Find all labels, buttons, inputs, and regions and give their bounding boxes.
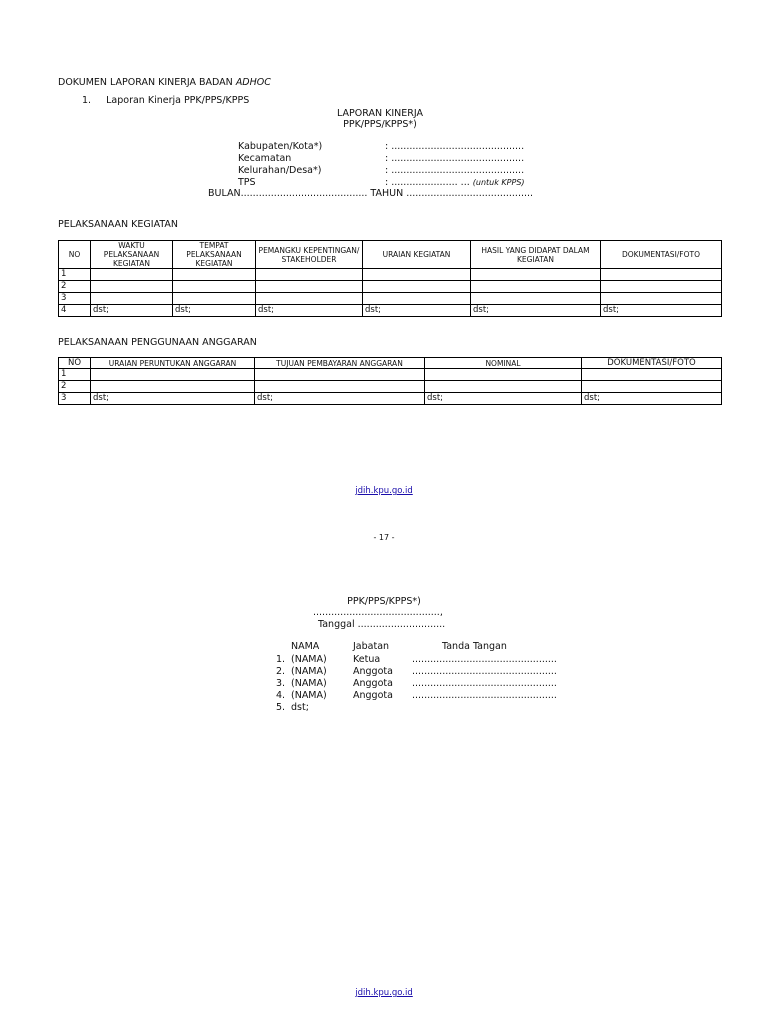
field-kelurahan-value[interactable]: : ............................................ (385, 165, 525, 176)
report-title-line2: PPK/PPS/KPPS*) (343, 119, 417, 130)
table-cell: 2 (59, 281, 91, 293)
table-cell[interactable] (582, 381, 722, 393)
sig-row-name: (NAMA) (291, 690, 327, 701)
footer-link[interactable]: jdih.kpu.go.id (355, 486, 413, 496)
sig-row-role: Anggota (353, 678, 393, 689)
table-cell[interactable] (471, 293, 601, 305)
field-tps-note: (untuk KPPS) (472, 178, 525, 187)
report-title-line1: LAPORAN KINERJA (337, 108, 423, 119)
sig-row-sign[interactable]: ................................................ (412, 654, 557, 665)
anggaran-table (58, 357, 722, 405)
document-title-italic: ADHOC (235, 77, 271, 88)
sig-row-role: Anggota (353, 666, 393, 677)
table-cell[interactable]: dst; (471, 305, 601, 317)
signature-date[interactable]: Tanggal ............................. (318, 619, 446, 630)
table-cell[interactable]: dst; (582, 393, 722, 405)
page-number: - 17 - (373, 533, 395, 542)
sig-header-jabatan: Jabatan (353, 641, 390, 652)
table-row (59, 381, 722, 393)
sig-row-sign[interactable]: ................................................ (412, 678, 557, 689)
table-cell[interactable]: dst; (601, 305, 722, 317)
table-cell[interactable] (471, 281, 601, 293)
field-kecamatan-label: Kecamatan (238, 153, 292, 164)
sig-row-no: 1. (276, 654, 286, 665)
list-item-number: 1. (82, 95, 92, 106)
table-row (59, 305, 722, 317)
table-cell: 3 (59, 293, 91, 305)
footer-link-2[interactable]: jdih.kpu.go.id (355, 988, 413, 998)
table-header-row (59, 241, 722, 269)
table-row (59, 293, 722, 305)
table-cell[interactable] (91, 381, 255, 393)
table-cell[interactable] (256, 281, 363, 293)
table-cell[interactable] (471, 269, 601, 281)
field-kelurahan-label: Kelurahan/Desa*) (238, 165, 322, 176)
col-header: DOKUMENTASI/FOTO (601, 241, 722, 269)
sig-row-role: Ketua (353, 654, 381, 665)
field-tps-label: TPS (238, 177, 256, 188)
table-cell[interactable] (173, 269, 256, 281)
sig-row-no: 5. (276, 702, 286, 713)
sig-row-name: dst; (291, 702, 309, 713)
table-cell[interactable] (91, 293, 173, 305)
table-cell[interactable] (255, 381, 425, 393)
table-cell[interactable] (91, 281, 173, 293)
table-cell[interactable] (601, 269, 722, 281)
table-row (59, 369, 722, 381)
col-header: NO (59, 241, 91, 269)
table-cell[interactable] (425, 381, 582, 393)
sig-row-no: 3. (276, 678, 286, 689)
table-cell[interactable]: dst; (91, 393, 255, 405)
table-cell[interactable] (601, 293, 722, 305)
col-header: NO (59, 358, 91, 369)
table-cell[interactable] (91, 369, 255, 381)
table-cell[interactable] (91, 269, 173, 281)
table-row (59, 269, 722, 281)
field-kabupaten-value[interactable]: : ............................................ (385, 141, 525, 152)
table-row (59, 281, 722, 293)
table-cell: 1 (59, 269, 91, 281)
field-kecamatan-value[interactable]: : ............................................ (385, 153, 525, 164)
col-header: PEMANGKU KEPENTINGAN/ STAKEHOLDER (256, 241, 363, 269)
sig-row-name: (NAMA) (291, 678, 327, 689)
bulan-tahun-line[interactable]: BULAN.......................................... TAHUN .......................................... (208, 188, 534, 199)
table-row (59, 393, 722, 405)
table-cell: 2 (59, 381, 91, 393)
table-cell[interactable] (173, 281, 256, 293)
col-header: DOKUMENTASI/FOTO (582, 358, 722, 369)
sig-header-tanda-tangan: Tanda Tangan (442, 641, 507, 652)
col-header: WAKTU PELAKSANAAN KEGIATAN (91, 241, 173, 269)
table-cell[interactable]: dst; (363, 305, 471, 317)
col-header: URAIAN KEGIATAN (363, 241, 471, 269)
table-cell[interactable] (425, 369, 582, 381)
table-cell[interactable]: dst; (425, 393, 582, 405)
signature-org: PPK/PPS/KPPS*) (347, 596, 421, 607)
table-cell[interactable] (363, 293, 471, 305)
section-title-kegiatan: PELAKSANAAN KEGIATAN (58, 219, 178, 230)
sig-row-no: 2. (276, 666, 286, 677)
col-header: TEMPAT PELAKSANAAN KEGIATAN (173, 241, 256, 269)
kegiatan-table (58, 240, 722, 317)
document-title: DOKUMEN LAPORAN KINERJA BADAN ADHOC (58, 77, 271, 88)
sig-row-sign[interactable]: ................................................ (412, 690, 557, 701)
sig-row-name: (NAMA) (291, 654, 327, 665)
list-item (82, 95, 249, 106)
sig-row-no: 4. (276, 690, 286, 701)
table-cell[interactable] (363, 269, 471, 281)
sig-header-nama: NAMA (291, 641, 320, 652)
section-title-anggaran: PELAKSANAAN PENGGUNAAN ANGGARAN (58, 337, 257, 348)
table-cell[interactable] (582, 369, 722, 381)
table-cell: 1 (59, 369, 91, 381)
col-header: TUJUAN PEMBAYARAN ANGGARAN (255, 358, 425, 369)
sig-row-role: Anggota (353, 690, 393, 701)
signature-place[interactable]: .........................................., (313, 607, 443, 618)
table-cell: 3 (59, 393, 91, 405)
table-cell[interactable] (255, 369, 425, 381)
table-header-row (59, 358, 722, 369)
sig-row-sign[interactable]: ................................................ (412, 666, 557, 677)
table-cell: 4 (59, 305, 91, 317)
table-cell[interactable]: dst; (173, 305, 256, 317)
col-header: HASIL YANG DIDAPAT DALAM KEGIATAN (471, 241, 601, 269)
field-tps-value[interactable]: : ...................... ... (untuk KPPS) (385, 177, 525, 188)
table-cell[interactable] (256, 269, 363, 281)
field-kabupaten-label: Kabupaten/Kota*) (238, 141, 323, 152)
table-cell[interactable] (363, 281, 471, 293)
table-cell[interactable] (256, 293, 363, 305)
sig-row-name: (NAMA) (291, 666, 327, 677)
table-cell[interactable]: dst; (255, 393, 425, 405)
table-cell[interactable]: dst; (256, 305, 363, 317)
table-cell[interactable] (173, 293, 256, 305)
col-header: URAIAN PERUNTUKAN ANGGARAN (91, 358, 255, 369)
list-item-text: Laporan Kinerja PPK/PPS/KPPS (106, 95, 250, 106)
col-header: NOMINAL (425, 358, 582, 369)
table-cell[interactable] (601, 281, 722, 293)
table-cell[interactable]: dst; (91, 305, 173, 317)
